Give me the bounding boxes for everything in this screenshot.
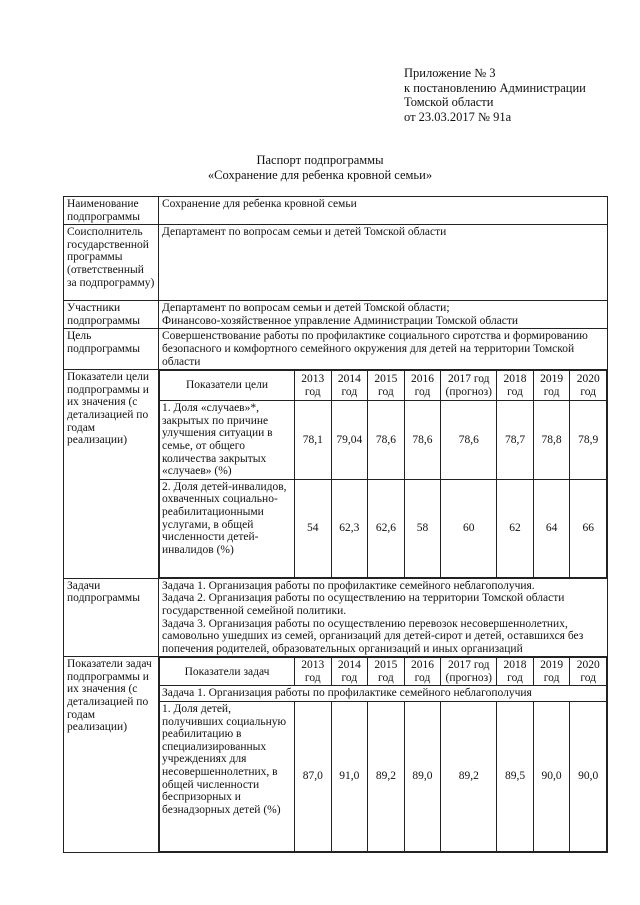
subprogram-title: «Сохранение для ребенка кровной семьи» <box>207 168 433 182</box>
label-goal-indicators: Показатели цели подпрограммы и их значения (с детализацией по годам реализации) <box>64 370 159 579</box>
goal-year: 2013 год <box>295 371 332 401</box>
goal-value: 62 <box>497 479 534 577</box>
goal-indicator-name: 2. Доля детей-инвалидов, охваченных социально-реабилитационными услугами, в общей численности детей-инвалидов (%) <box>160 479 295 577</box>
goal-year: 2015 год <box>368 371 405 401</box>
task-caption-row <box>160 686 607 702</box>
goal-value: 78,1 <box>295 401 332 480</box>
task-3: Задача 3. Организация работы по осуществлению перевозок несовершеннолетних, самовольно ушедших из семей, организаций для детей-сирот и детей, оставшихся без попечения родителей, образовательных организаций и иных организаций <box>162 617 584 655</box>
goal-indicators-table <box>159 370 607 578</box>
task-header-row <box>160 658 607 686</box>
participant-2: Финансово-хозяйственное управление Администрации Томской области <box>162 314 519 327</box>
label-task-indicators: Показатели задач подпрограммы и их значения (с детализацией по годам реализации) <box>64 657 159 853</box>
value-coexecutor: Департамент по вопросам семьи и детей Томской области <box>159 225 608 301</box>
goal-value: 54 <box>295 479 332 577</box>
appendix-line-4: от 23.03.2017 № 91а <box>404 109 512 124</box>
goal-header-row <box>160 371 607 401</box>
task-header-label: Показатели задач <box>160 658 295 686</box>
passport-table <box>63 196 608 853</box>
task-1: Задача 1. Организация работы по профилактике семейного неблагополучия. <box>162 579 535 592</box>
row-coexecutor <box>64 225 608 301</box>
goal-year: 2020 год <box>570 371 607 401</box>
goal-value: 78,6 <box>441 401 497 480</box>
goal-value: 66 <box>570 479 607 577</box>
task-value: 89,2 <box>441 702 497 852</box>
row-participants <box>64 301 608 329</box>
goal-year: 2017 год (прогноз) <box>441 371 497 401</box>
task-year: 2019 год <box>533 658 570 686</box>
goal-year: 2018 год <box>497 371 534 401</box>
appendix-line-1: Приложение № 3 <box>404 66 496 80</box>
goal-indicator-row <box>160 479 607 577</box>
goal-indicators-cell <box>159 370 608 579</box>
document-title: Паспорт подпрограммы <box>256 153 384 167</box>
task-year: 2018 год <box>497 658 534 686</box>
goal-value: 78,7 <box>497 401 534 480</box>
task-value: 89,2 <box>368 702 405 852</box>
goal-value: 78,8 <box>533 401 570 480</box>
task-value: 89,5 <box>497 702 534 852</box>
task-value: 90,0 <box>533 702 570 852</box>
label-participants: Участники подпрограммы <box>64 301 159 329</box>
task-value: 90,0 <box>570 702 607 852</box>
goal-value: 64 <box>533 479 570 577</box>
task-year: 2014 год <box>331 658 368 686</box>
task-indicators-cell <box>159 657 608 853</box>
goal-value: 78,6 <box>404 401 441 480</box>
label-tasks: Задачи подпрограммы <box>64 578 159 657</box>
goal-value: 78,9 <box>570 401 607 480</box>
value-tasks <box>159 578 608 657</box>
goal-year: 2014 год <box>331 371 368 401</box>
goal-value: 79,04 <box>331 401 368 480</box>
row-goal <box>64 329 608 370</box>
task-year: 2013 год <box>295 658 332 686</box>
task-year: 2016 год <box>404 658 441 686</box>
row-task-indicators <box>64 657 608 853</box>
value-goal: Совершенствование работы по профилактике социального сиротства и формированию безопасного и комфортного семейного окружения для детей на территории Томской области <box>159 329 608 370</box>
goal-indicator-name: 1. Доля «случаев»*, закрытых по причине улучшения ситуации в семье, от общего количества закрытых «случаев» (%) <box>160 401 295 480</box>
task-value: 91,0 <box>331 702 368 852</box>
task-indicators-table <box>159 657 607 852</box>
goal-value: 78,6 <box>368 401 405 480</box>
task-indicator-row <box>160 702 607 852</box>
appendix-line-2: к постановлению Администрации <box>404 80 586 95</box>
goal-value: 62,6 <box>368 479 405 577</box>
task-year: 2020 год <box>570 658 607 686</box>
task-caption: Задача 1. Организация работы по профилактике семейного неблагополучия <box>160 686 607 702</box>
label-name: Наименование подпрограммы <box>64 197 159 225</box>
value-name: Сохранение для ребенка кровной семьи <box>159 197 608 225</box>
row-goal-indicators <box>64 370 608 579</box>
task-indicator-name: 1. Доля детей, получивших социальную реабилитацию в специализированных учреждениях для несовершеннолетних, в общей численности беспризорных и безнадзорных детей (%) <box>160 702 295 852</box>
goal-indicator-row <box>160 401 607 480</box>
task-value: 87,0 <box>295 702 332 852</box>
task-year: 2015 год <box>368 658 405 686</box>
task-value: 89,0 <box>404 702 441 852</box>
goal-value: 58 <box>404 479 441 577</box>
participant-1: Департамент по вопросам семьи и детей Томской области; <box>162 302 450 315</box>
value-participants <box>159 301 608 329</box>
row-name <box>64 197 608 225</box>
appendix-block <box>404 66 586 124</box>
label-coexecutor: Соисполнитель государственной программы (ответственный за подпрограмму) <box>64 225 159 301</box>
task-year: 2017 год (прогноз) <box>441 658 497 686</box>
task-2: Задача 2. Организация работы по осуществлению на территории Томской области государственной семейной политики. <box>162 592 565 617</box>
goal-value: 62,3 <box>331 479 368 577</box>
appendix-line-3: Томской области <box>404 95 494 109</box>
goal-year: 2019 год <box>533 371 570 401</box>
goal-header-label: Показатели цели <box>160 371 295 401</box>
goal-year: 2016 год <box>404 371 441 401</box>
label-goal: Цель подпрограммы <box>64 329 159 370</box>
goal-value: 60 <box>441 479 497 577</box>
row-tasks <box>64 578 608 657</box>
